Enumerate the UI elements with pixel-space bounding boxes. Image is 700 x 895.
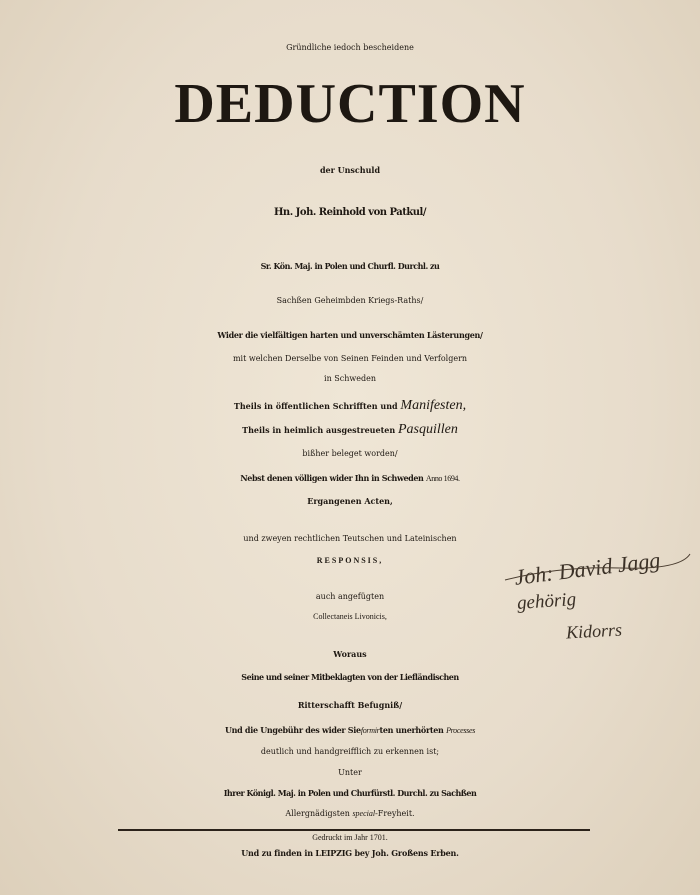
line-26-text-b: Freyheit. bbox=[377, 809, 415, 818]
title-line-8: mit welchen Derselbe von Seinen Feinden und Verfolgern bbox=[232, 354, 468, 363]
title-line-22 bbox=[0, 726, 700, 735]
handwritten-owner-line-1: Joh: David Jagg bbox=[512, 547, 662, 590]
subtitle-line: Gründliche iedoch bescheidene bbox=[286, 43, 414, 52]
handwritten-owner-line-3: Kidorrs bbox=[565, 619, 623, 643]
line-11-latin: Pasquillen bbox=[397, 422, 458, 437]
line-13-year: Anno 1694. bbox=[425, 474, 460, 483]
title-line-14: Ergangenen Acten, bbox=[307, 496, 393, 506]
title-line-6: Sachßen Geheimbden Kriegs-Raths/ bbox=[276, 296, 424, 305]
title-line-responsis: RESPONSIS, bbox=[316, 556, 384, 565]
title-line-11 bbox=[0, 423, 700, 437]
title-line-26 bbox=[0, 810, 700, 818]
line-10-latin: Manifesten, bbox=[400, 398, 467, 413]
title-line-5: Sr. Kön. Maj. in Polen und Churfl. Durchl. zu bbox=[260, 261, 440, 271]
main-title: DEDUCTION bbox=[174, 73, 526, 135]
title-line-25: Ihrer Königl. Maj. in Polen und Churfürstl. Durchl. zu Sachßen bbox=[223, 788, 477, 798]
imprint-date: Gedruckt im Jahr 1701. bbox=[312, 833, 388, 842]
imprint-place: Und zu finden in LEIPZIG bey Joh. Großens Erben. bbox=[241, 848, 459, 858]
title-line-21: Ritterschafft Befugniß/ bbox=[297, 700, 403, 710]
line-22-latin-b: Processes bbox=[446, 726, 476, 735]
title-line-9: in Schweden bbox=[324, 374, 376, 383]
handwritten-flourish bbox=[500, 548, 695, 588]
line-26-text-a: Allergnädigsten bbox=[285, 809, 350, 818]
title-line-20: Seine und seiner Mitbeklagten von der Liefländischen bbox=[241, 672, 459, 682]
title-line-name: Hn. Joh. Reinhold von Patkul/ bbox=[273, 207, 426, 218]
title-line-17: auch angefügten bbox=[315, 592, 385, 601]
line-22-text-b: ten unerhörten bbox=[379, 725, 444, 735]
line-13-text: Nebst denen völligen wider Ihn in Schweden bbox=[240, 473, 424, 483]
line-22-latin-a: formir bbox=[360, 726, 380, 735]
title-line-24: Unter bbox=[338, 768, 362, 777]
line-11-text: Theils in heimlich ausgestreueten bbox=[242, 425, 396, 435]
title-line-3: der Unschuld bbox=[319, 165, 381, 175]
imprint-rule bbox=[118, 829, 590, 831]
line-10-text: Theils in öffentlichen Schrifften und bbox=[233, 401, 398, 411]
title-line-23: deutlich und handgreifflich zu erkennen ist; bbox=[260, 747, 440, 756]
handwritten-owner-line-2: gehörig bbox=[516, 588, 577, 615]
title-line-7: Wider die vielfältigen harten und unverschämten Lästerungen/ bbox=[217, 330, 483, 340]
line-26-latin: special- bbox=[352, 809, 378, 818]
title-line-13 bbox=[0, 474, 700, 483]
line-22-text-a: Und die Ungebühr des wider Sie bbox=[224, 725, 361, 735]
title-line-12: bißher beleget worden/ bbox=[302, 449, 398, 458]
title-line-collectaneis: Collectaneis Livonicis, bbox=[313, 612, 387, 621]
title-line-10 bbox=[0, 399, 700, 413]
title-line-19: Woraus bbox=[333, 649, 367, 659]
title-line-15: und zweyen rechtlichen Teutschen und Lateinischen bbox=[243, 534, 457, 543]
